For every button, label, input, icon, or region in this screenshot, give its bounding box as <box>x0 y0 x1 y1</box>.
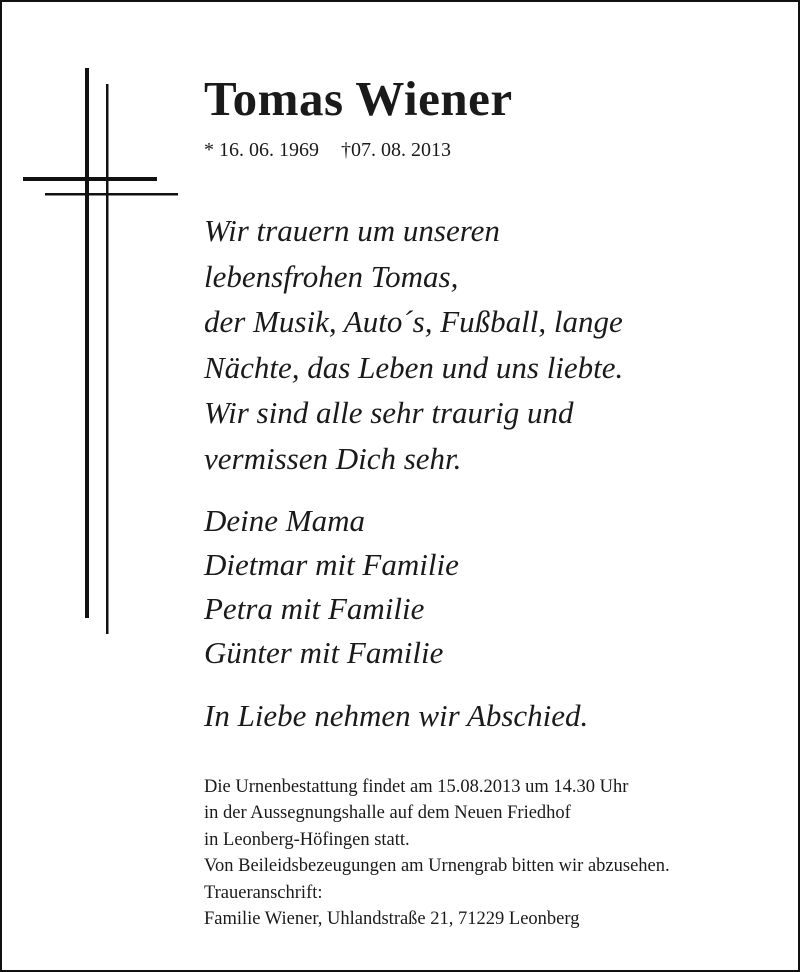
mourner: Petra mit Familie <box>204 591 425 626</box>
mourner: Dietmar mit Familie <box>204 547 459 582</box>
mourner: Deine Mama <box>204 503 365 538</box>
mourner: Günter mit Familie <box>204 635 444 670</box>
verse-line: Wir sind alle sehr traurig und <box>204 395 574 430</box>
details-line: Von Beileidsbezeugungen am Urnengrab bitten wir abzusehen. <box>204 856 670 877</box>
birth-date: * 16. 06. 1969 <box>204 139 319 161</box>
funeral-details <box>204 774 670 932</box>
farewell-line: In Liebe nehmen wir Abschied. <box>204 698 589 733</box>
verse-line: lebensfrohen Tomas, <box>204 258 459 294</box>
death-date: †07. 08. 2013 <box>341 139 451 161</box>
deceased-name: Tomas Wiener <box>204 71 513 126</box>
mourning-address: Familie Wiener, Uhlandstraße 21, 71229 Leonberg <box>204 909 580 930</box>
details-line: in der Aussegnungshalle auf dem Neuen Friedhof <box>204 803 571 824</box>
verse-line: vermissen Dich sehr. <box>204 440 462 476</box>
cross-icon <box>2 2 202 702</box>
details-line: in Leonberg-Höfingen statt. <box>204 829 410 850</box>
verse-line: Wir trauern um unseren <box>204 213 500 248</box>
details-line: Traueranschrift: <box>204 882 323 903</box>
details-line: Die Urnenbestattung findet am 15.08.2013 um 14.30 Uhr <box>204 777 629 797</box>
verse-line: der Musik, Auto´s, Fußball, lange <box>204 304 623 339</box>
life-dates <box>204 140 451 160</box>
mourners-list <box>204 499 459 675</box>
verse-line: Nächte, das Leben und uns liebte. <box>204 349 624 385</box>
mourning-verse <box>204 208 623 481</box>
